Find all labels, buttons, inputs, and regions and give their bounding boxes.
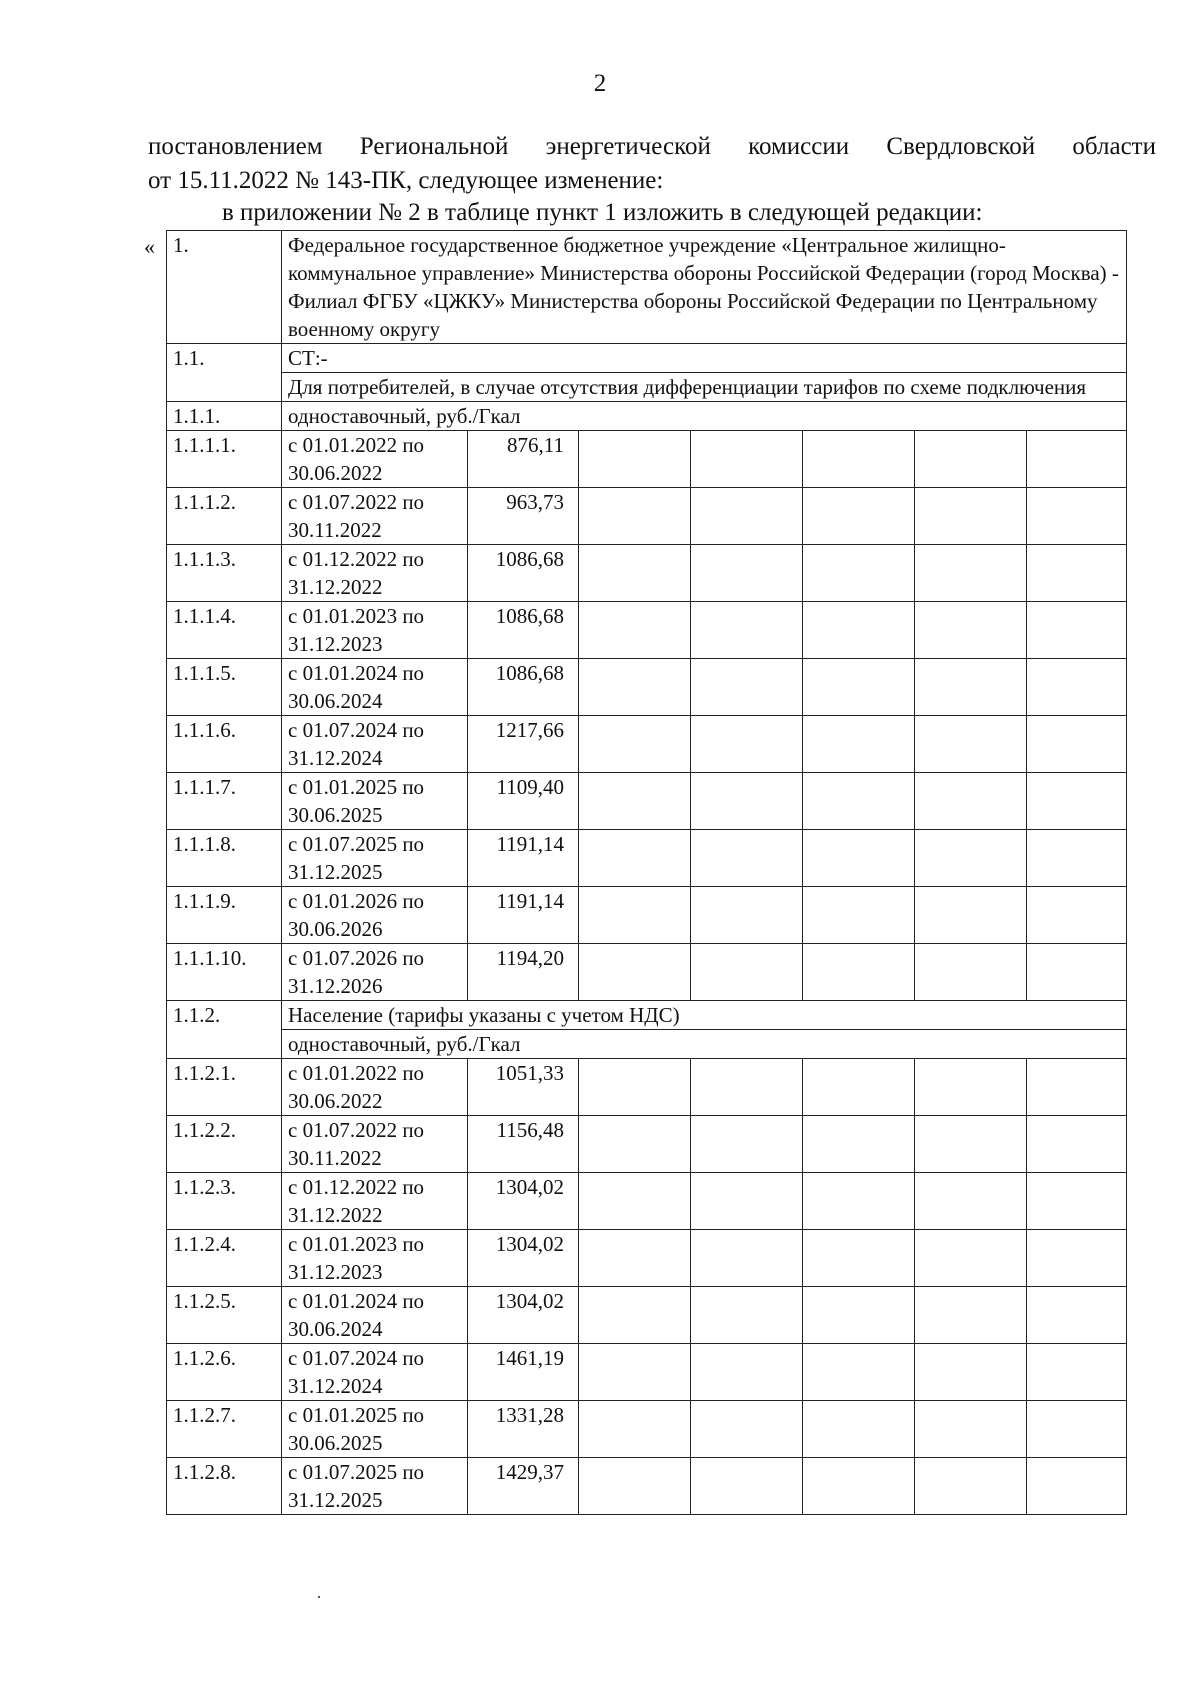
empty-cell [915, 716, 1027, 773]
row-number: 1. [167, 231, 282, 344]
tariff-value: 1461,19 [468, 1344, 579, 1401]
row-number: 1.1.2.8. [167, 1458, 282, 1515]
row-number: 1.1.1.3. [167, 545, 282, 602]
empty-cell [915, 488, 1027, 545]
empty-cell [579, 944, 691, 1001]
empty-cell [579, 1401, 691, 1458]
empty-cell [803, 1059, 915, 1116]
empty-cell [1027, 1401, 1127, 1458]
intro-line-1: постановлением Региональной энергетической комиссии Свердловской области [148, 133, 1156, 160]
empty-cell [915, 431, 1027, 488]
consumer-category: Для потребителей, в случае отсутствия дифференциации тарифов по схеме подключения [282, 373, 1127, 402]
group-header-row [167, 402, 1127, 431]
st-sub-row [167, 373, 1127, 402]
st-row [167, 344, 1127, 373]
row-number: 1.1.2. [167, 1001, 282, 1059]
empty-cell [1027, 944, 1127, 1001]
period: с 01.01.2025 по 30.06.2025 [282, 1401, 468, 1458]
empty-cell [803, 1458, 915, 1515]
empty-cell [691, 1401, 803, 1458]
empty-cell [579, 1287, 691, 1344]
empty-cell [691, 887, 803, 944]
empty-cell [1027, 488, 1127, 545]
period: с 01.07.2025 по 31.12.2025 [282, 830, 468, 887]
row-number: 1.1.2.6. [167, 1344, 282, 1401]
empty-cell [1027, 659, 1127, 716]
empty-cell [691, 1230, 803, 1287]
tariff-row [167, 1287, 1127, 1344]
tariff-value: 1304,02 [468, 1173, 579, 1230]
tariff-table [166, 230, 1127, 1515]
empty-cell [803, 1230, 915, 1287]
empty-cell [803, 1116, 915, 1173]
tariff-row [167, 1116, 1127, 1173]
empty-cell [915, 1344, 1027, 1401]
tariff-row [167, 431, 1127, 488]
row-number: 1.1.1.8. [167, 830, 282, 887]
empty-cell [1027, 1116, 1127, 1173]
empty-cell [691, 716, 803, 773]
row-number: 1.1.1.9. [167, 887, 282, 944]
st-label: СТ:- [282, 344, 1127, 373]
tariff-value: 1086,68 [468, 659, 579, 716]
row-number: 1.1.1.6. [167, 716, 282, 773]
empty-cell [691, 1287, 803, 1344]
tariff-row [167, 1344, 1127, 1401]
tariff-row [167, 602, 1127, 659]
tariff-value: 1304,02 [468, 1287, 579, 1344]
tariff-row [167, 1458, 1127, 1515]
empty-cell [915, 659, 1027, 716]
empty-cell [1027, 1173, 1127, 1230]
intro-line-3: в приложении № 2 в таблице пункт 1 изложить в следующей редакции: [222, 199, 983, 226]
empty-cell [803, 944, 915, 1001]
period: с 01.07.2025 по 31.12.2025 [282, 1458, 468, 1515]
tariff-value: 1194,20 [468, 944, 579, 1001]
empty-cell [915, 545, 1027, 602]
period: с 01.01.2024 по 30.06.2024 [282, 1287, 468, 1344]
empty-cell [1027, 545, 1127, 602]
tariff-row [167, 1173, 1127, 1230]
empty-cell [1027, 830, 1127, 887]
empty-cell [579, 716, 691, 773]
organization-name: Федеральное государственное бюджетное учреждение «Центральное жилищно-коммунальное управление» Министерства обороны Российской Федерации (город Москва) - Филиал ФГБУ «ЦЖКУ» Министерства обороны Российской Федерации по Центральному военному округу [282, 231, 1127, 344]
intro-line-2: от 15.11.2022 № 143-ПК, следующее изменение: [148, 167, 664, 194]
period: с 01.07.2024 по 31.12.2024 [282, 1344, 468, 1401]
empty-cell [915, 1173, 1027, 1230]
empty-cell [579, 773, 691, 830]
empty-cell [579, 1230, 691, 1287]
period: с 01.12.2022 по 31.12.2022 [282, 545, 468, 602]
tariff-row [167, 545, 1127, 602]
empty-cell [691, 830, 803, 887]
empty-cell [803, 830, 915, 887]
tariff-value: 1051,33 [468, 1059, 579, 1116]
empty-cell [803, 716, 915, 773]
empty-cell [691, 602, 803, 659]
empty-cell [1027, 1230, 1127, 1287]
empty-cell [803, 887, 915, 944]
tariff-value: 1109,40 [468, 773, 579, 830]
empty-cell [803, 431, 915, 488]
empty-cell [803, 659, 915, 716]
period: с 01.07.2024 по 31.12.2024 [282, 716, 468, 773]
empty-cell [915, 1458, 1027, 1515]
empty-cell [1027, 1458, 1127, 1515]
empty-cell [803, 1401, 915, 1458]
period: с 01.07.2026 по 31.12.2026 [282, 944, 468, 1001]
empty-cell [1027, 1059, 1127, 1116]
empty-cell [803, 1173, 915, 1230]
row-number: 1.1.1.5. [167, 659, 282, 716]
empty-cell [579, 431, 691, 488]
empty-cell [579, 659, 691, 716]
empty-cell [579, 1116, 691, 1173]
empty-cell [803, 1287, 915, 1344]
page-number: 2 [593, 70, 607, 97]
empty-cell [803, 602, 915, 659]
empty-cell [915, 773, 1027, 830]
empty-cell [1027, 716, 1127, 773]
empty-cell [579, 887, 691, 944]
group-header-row [167, 1001, 1127, 1030]
tariff-value: 1191,14 [468, 887, 579, 944]
tariff-value: 1191,14 [468, 830, 579, 887]
empty-cell [803, 773, 915, 830]
tariff-type-label: одноставочный, руб./Гкал [282, 1030, 1127, 1059]
period: с 01.01.2022 по 30.06.2022 [282, 431, 468, 488]
tariff-row [167, 944, 1127, 1001]
empty-cell [691, 1173, 803, 1230]
period: с 01.07.2022 по 30.11.2022 [282, 488, 468, 545]
row-number: 1.1.1.10. [167, 944, 282, 1001]
empty-cell [691, 1344, 803, 1401]
empty-cell [803, 488, 915, 545]
empty-cell [1027, 602, 1127, 659]
tariff-value: 1331,28 [468, 1401, 579, 1458]
tariff-value: 1304,02 [468, 1230, 579, 1287]
empty-cell [1027, 1287, 1127, 1344]
group-sub-row [167, 1030, 1127, 1059]
empty-cell [803, 1344, 915, 1401]
period: с 01.01.2024 по 30.06.2024 [282, 659, 468, 716]
stray-mark [318, 1596, 320, 1598]
tariff-row [167, 1230, 1127, 1287]
tariff-row [167, 1401, 1127, 1458]
opening-quote-mark: « [144, 234, 155, 259]
empty-cell [579, 1458, 691, 1515]
empty-cell [915, 1230, 1027, 1287]
row-number: 1.1.1.2. [167, 488, 282, 545]
empty-cell [1027, 887, 1127, 944]
tariff-row [167, 1059, 1127, 1116]
row-number: 1.1.1.7. [167, 773, 282, 830]
empty-cell [691, 488, 803, 545]
empty-cell [691, 773, 803, 830]
empty-cell [579, 488, 691, 545]
tariff-value: 1086,68 [468, 545, 579, 602]
empty-cell [915, 1059, 1027, 1116]
row-number: 1.1.1.4. [167, 602, 282, 659]
tariff-row [167, 716, 1127, 773]
empty-cell [691, 659, 803, 716]
period: с 01.01.2023 по 31.12.2023 [282, 602, 468, 659]
tariff-row [167, 488, 1127, 545]
period: с 01.01.2022 по 30.06.2022 [282, 1059, 468, 1116]
empty-cell [691, 1059, 803, 1116]
org-row [167, 231, 1127, 344]
tariff-value: 1217,66 [468, 716, 579, 773]
row-number: 1.1.2.2. [167, 1116, 282, 1173]
row-number: 1.1.2.7. [167, 1401, 282, 1458]
tariff-value: 1429,37 [468, 1458, 579, 1515]
row-number: 1.1.1.1. [167, 431, 282, 488]
tariff-row [167, 773, 1127, 830]
row-number: 1.1.1. [167, 402, 282, 431]
period: с 01.12.2022 по 31.12.2022 [282, 1173, 468, 1230]
period: с 01.01.2023 по 31.12.2023 [282, 1230, 468, 1287]
empty-cell [1027, 431, 1127, 488]
empty-cell [1027, 1344, 1127, 1401]
empty-cell [579, 1344, 691, 1401]
empty-cell [691, 944, 803, 1001]
row-number: 1.1.2.3. [167, 1173, 282, 1230]
empty-cell [915, 887, 1027, 944]
empty-cell [691, 431, 803, 488]
row-number: 1.1.2.5. [167, 1287, 282, 1344]
tariff-type-label: одноставочный, руб./Гкал [282, 402, 1127, 431]
row-number: 1.1. [167, 344, 282, 402]
empty-cell [915, 944, 1027, 1001]
empty-cell [691, 1458, 803, 1515]
empty-cell [915, 830, 1027, 887]
empty-cell [691, 545, 803, 602]
empty-cell [691, 1116, 803, 1173]
period: с 01.07.2022 по 30.11.2022 [282, 1116, 468, 1173]
tariff-value: 1086,68 [468, 602, 579, 659]
tariff-value: 876,11 [468, 431, 579, 488]
tariff-value: 963,73 [468, 488, 579, 545]
empty-cell [803, 545, 915, 602]
empty-cell [915, 1401, 1027, 1458]
population-label: Население (тарифы указаны с учетом НДС) [282, 1001, 1127, 1030]
tariff-row [167, 830, 1127, 887]
tariff-row [167, 887, 1127, 944]
empty-cell [579, 1173, 691, 1230]
empty-cell [579, 1059, 691, 1116]
empty-cell [915, 1116, 1027, 1173]
empty-cell [915, 1287, 1027, 1344]
empty-cell [915, 602, 1027, 659]
empty-cell [1027, 773, 1127, 830]
row-number: 1.1.2.4. [167, 1230, 282, 1287]
period: с 01.01.2026 по 30.06.2026 [282, 887, 468, 944]
tariff-value: 1156,48 [468, 1116, 579, 1173]
row-number: 1.1.2.1. [167, 1059, 282, 1116]
empty-cell [579, 545, 691, 602]
period: с 01.01.2025 по 30.06.2025 [282, 773, 468, 830]
empty-cell [579, 830, 691, 887]
tariff-row [167, 659, 1127, 716]
empty-cell [579, 602, 691, 659]
